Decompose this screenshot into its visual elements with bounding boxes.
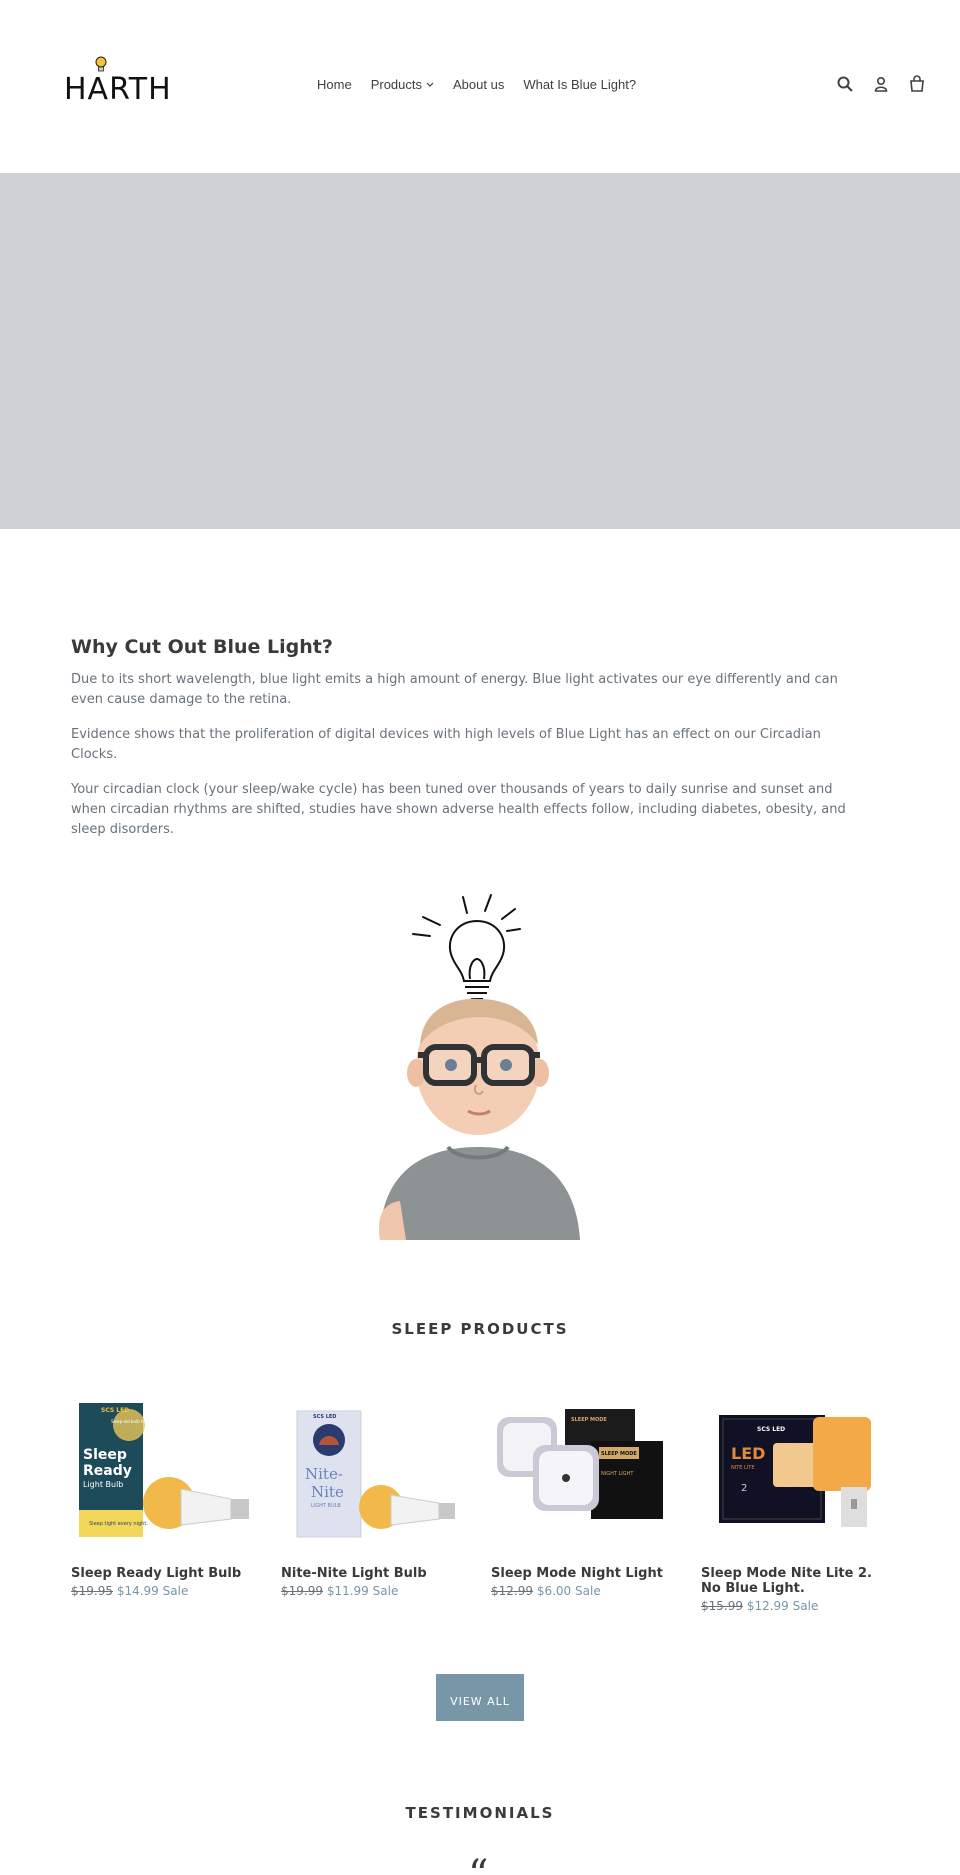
why-paragraph: Due to its short wavelength, blue light emits a high amount of energy. Blue light activates our eye differently and can even cause damage to the retina. [71,672,838,707]
product-price [701,1599,889,1613]
product-image-sleep-ready[interactable] [71,1395,259,1545]
box-word-ready: Ready [83,1463,132,1479]
nav-home[interactable]: Home [317,77,352,92]
chevron-down-icon [426,82,434,88]
testimonials-title: TESTIMONIALS [405,1804,555,1822]
logo-text: HARTH [64,72,172,107]
hero-banner [0,173,960,529]
why-heading: Why Cut Out Blue Light? [71,636,333,658]
site-header [0,0,960,173]
product-grid [71,1395,891,1613]
sale-price: $12.99 [746,1599,789,1613]
product-card[interactable] [281,1395,469,1613]
box-word-lightbulb: Light Bulb [83,1480,124,1489]
why-paragraph: Your circadian clock (your sleep/wake cycle) has been tuned over thousands of years to daily sunrise and sunset and when circadian rhythms are shifted, studies have shown adverse health effects follow, including diabetes, obesity, and sleep disorders. [71,782,846,837]
product-image-sleep-mode-night-light[interactable] [491,1395,679,1545]
sale-label: Sale [162,1584,189,1598]
original-price: $12.99 [491,1584,533,1598]
product-title[interactable]: Sleep Ready Light Bulb [71,1566,242,1581]
account-icon[interactable] [872,75,890,93]
sale-price: $6.00 [536,1584,572,1598]
sale-price: $14.99 [116,1584,159,1598]
original-price: $19.99 [281,1584,323,1598]
product-price [491,1584,679,1598]
sleep-products-title: SLEEP PRODUCTS [391,1320,569,1338]
cart-icon[interactable] [908,75,926,93]
product-title[interactable]: Sleep Mode Nite Lite 2. No Blue Light. [701,1566,872,1596]
nav-products[interactable] [371,77,434,92]
box-word-nite1: Nite- [305,1465,343,1483]
header-icons [836,75,926,93]
original-price: $19.95 [71,1584,113,1598]
product-card[interactable] [71,1395,259,1613]
product-card[interactable] [701,1395,889,1613]
box-word-sleep: Sleep [83,1447,127,1463]
box-text-night-light: NIGHT LIGHT [601,1471,634,1477]
box-slogan: Sleep tight every night. [89,1521,148,1527]
box-word-nite-lite: NITE LITE [731,1465,755,1471]
box-brand: SCS LED [313,1414,337,1420]
product-price [281,1584,469,1598]
baby-lightbulb-image [340,885,710,1240]
box-word-lightbulb: LIGHT BULB [311,1503,341,1509]
view-all-button[interactable]: VIEW ALL [436,1674,524,1721]
sale-label: Sale [792,1599,819,1613]
sale-label: Sale [372,1584,399,1598]
original-price: $15.99 [701,1599,743,1613]
product-title[interactable]: Sleep Mode Night Light [491,1566,663,1581]
box-tagline: Sleep-aid bulb helps you create melatonin naturally! [111,1419,217,1424]
product-card[interactable] [491,1395,679,1613]
box-brand: SCS LED [101,1407,130,1414]
product-price [71,1584,259,1598]
nav-products-label: Products [370,77,422,92]
main-nav [317,77,655,92]
box-number: 2 [741,1483,748,1494]
product-title[interactable]: Nite-Nite Light Bulb [281,1566,427,1581]
box-text-sleep-mode-back: SLEEP MODE [571,1417,607,1423]
nav-about[interactable]: About us [453,77,505,92]
quote-mark-icon: “ [468,1852,489,1875]
sale-label: Sale [575,1584,601,1598]
box-word-nite2: Nite [311,1483,344,1501]
search-icon[interactable] [836,75,854,93]
sale-price: $11.99 [326,1584,369,1598]
box-brand: SCS LED [757,1426,786,1433]
product-image-sleep-mode-nite-lite-2[interactable] [701,1395,889,1545]
site-logo[interactable] [64,56,170,106]
box-text-sleep-mode: SLEEP MODE [601,1451,637,1457]
why-paragraph: Evidence shows that the proliferation of digital devices with high levels of Blue Light has an effect on our Circadian Clocks. [71,727,821,762]
box-word-led: LED [731,1444,766,1463]
why-section [71,636,871,855]
product-image-nite-nite[interactable] [281,1395,469,1545]
nav-what-is-blue-light[interactable]: What Is Blue Light? [523,77,637,92]
